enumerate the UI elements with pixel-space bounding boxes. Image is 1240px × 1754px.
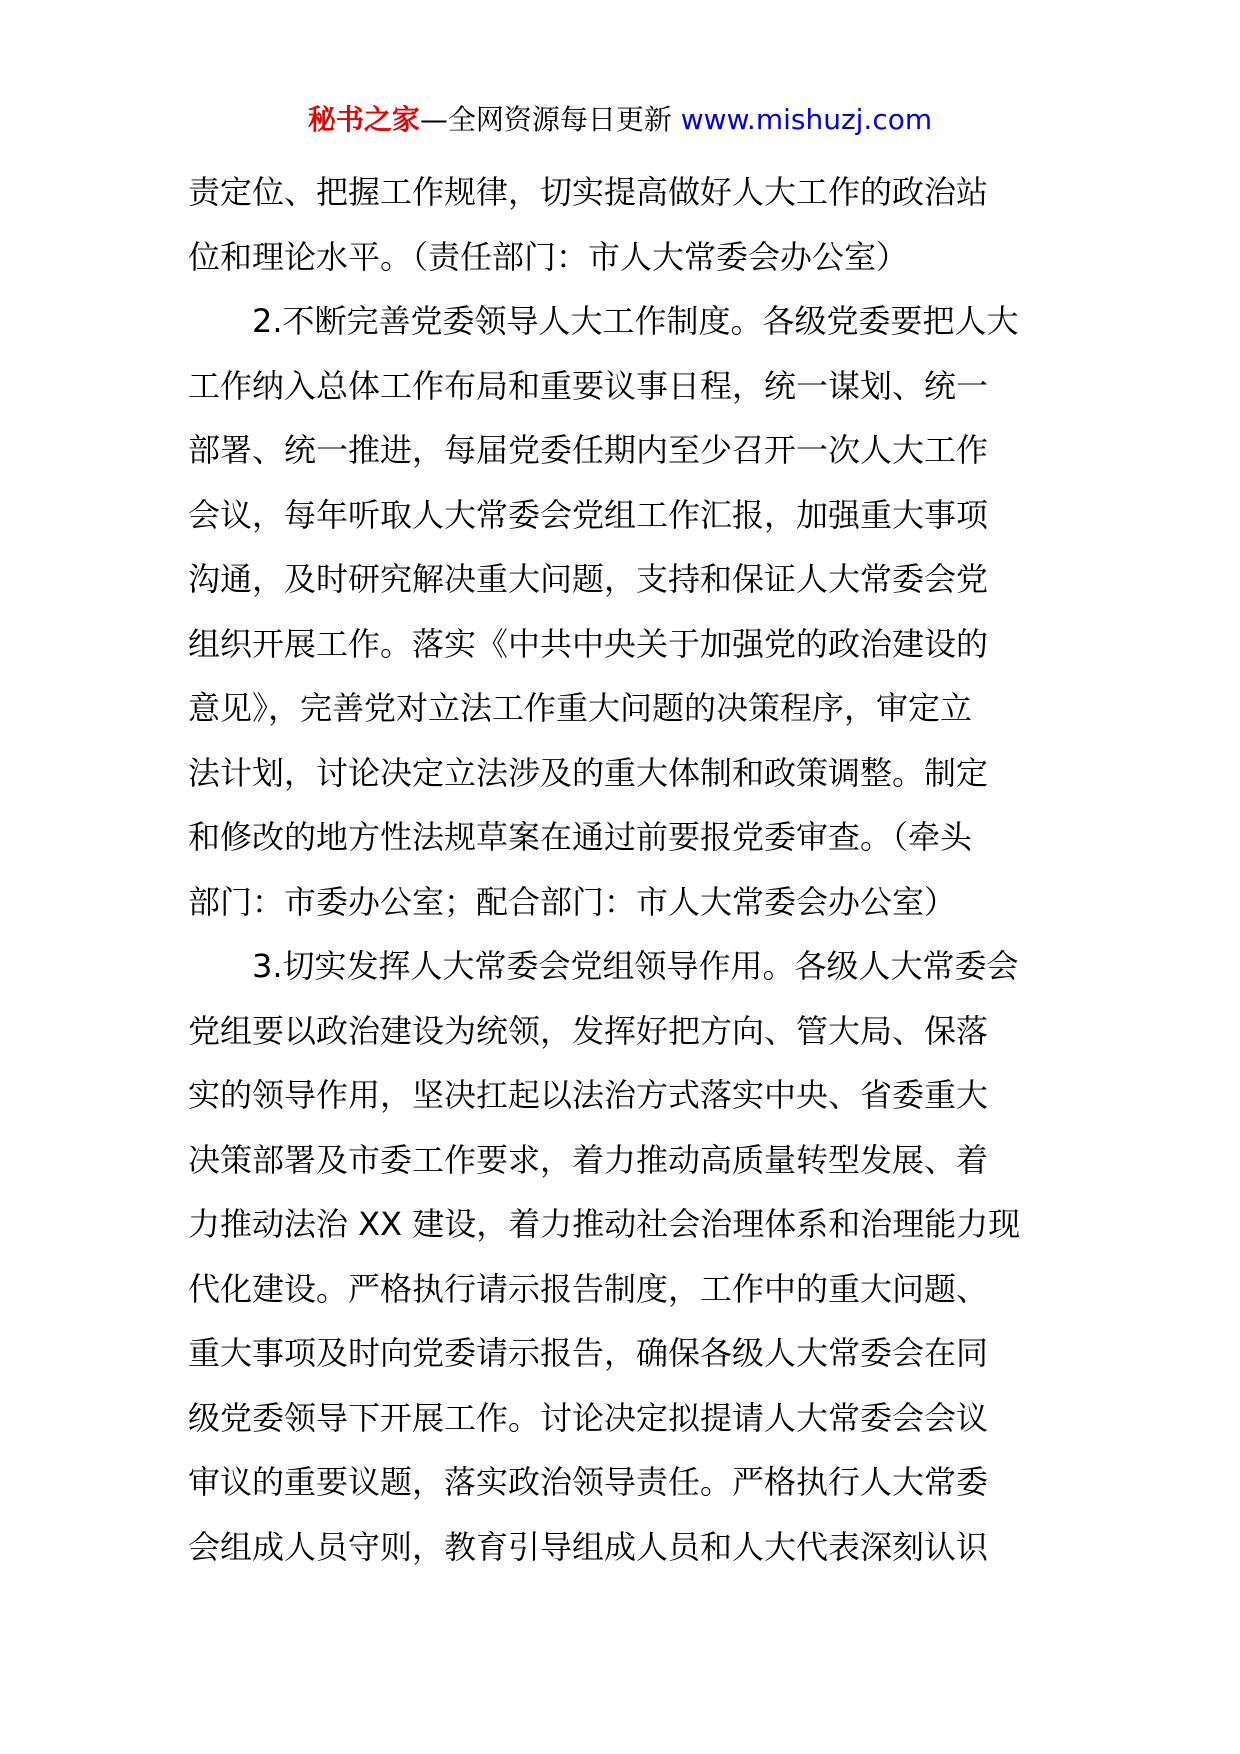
text-line: 部门：市委办公室；配合部门：市人大常委会办公室）: [188, 882, 957, 921]
text-line: 组织开展工作。落实《中共中央关于加强党的政治建设的: [188, 624, 989, 663]
text-line: 决策部署及市委工作要求，着力推动高质量转型发展、着: [188, 1140, 989, 1179]
paragraph-start-line: 3.切实发挥人大常委会党组领导作用。各级人大常委会: [252, 947, 1019, 985]
text-line: 位和理论水平。（责任部门：市人大常委会办公室）: [188, 237, 909, 276]
text-line: 部署、统一推进，每届党委任期内至少召开一次人大工作: [188, 431, 989, 469]
text-line: 法计划，讨论决定立法涉及的重大体制和政策调整。制定: [188, 753, 989, 792]
text-line: 审议的重要议题，落实政治领导责任。严格执行人大常委: [188, 1463, 989, 1501]
header-brand: 秘书之家: [307, 103, 420, 136]
document-body: [188, 160, 1058, 1579]
text-line: 党组要以政治建设为统领，发挥好把方向、管大局、保落: [188, 1011, 989, 1050]
text-line: 代化建设。严格执行请示报告制度，工作中的重大问题、: [188, 1269, 989, 1308]
text-line: 重大事项及时向党委请示报告，确保各级人大常委会在同: [188, 1334, 989, 1372]
paragraph-start-line: 2.不断完善党委领导人大工作制度。各级党委要把人大: [252, 302, 1019, 340]
text-line: 工作纳入总体工作布局和重要议事日程，统一谋划、统一: [188, 366, 989, 405]
text-line: 沟通，及时研究解决重大问题，支持和保证人大常委会党: [188, 560, 989, 598]
text-line: 会议，每年听取人大常委会党组工作汇报，加强重大事项: [188, 495, 989, 534]
page-header: [0, 100, 1240, 140]
header-tagline: —全网资源每日更新: [419, 103, 681, 136]
text-line: 责定位、把握工作规律，切实提高做好人大工作的政治站: [188, 173, 989, 211]
text-line: 级党委领导下开展工作。讨论决定拟提请人大常委会会议: [188, 1398, 989, 1437]
text-line: 实的领导作用，坚决扛起以法治方式落实中央、省委重大: [188, 1076, 989, 1114]
text-line: 意见》，完善党对立法工作重大问题的决策程序，审定立: [188, 689, 973, 727]
text-line: 和修改的地方性法规草案在通过前要报党委审查。（牵头: [188, 818, 973, 856]
text-line: 会组成人员守则，教育引导组成人员和人大代表深刻认识: [188, 1527, 989, 1566]
header-url-link[interactable]: www.mishuzj.com: [680, 103, 933, 136]
text-line: 力推动法治 XX 建设，着力推动社会治理体系和治理能力现: [188, 1205, 1021, 1243]
